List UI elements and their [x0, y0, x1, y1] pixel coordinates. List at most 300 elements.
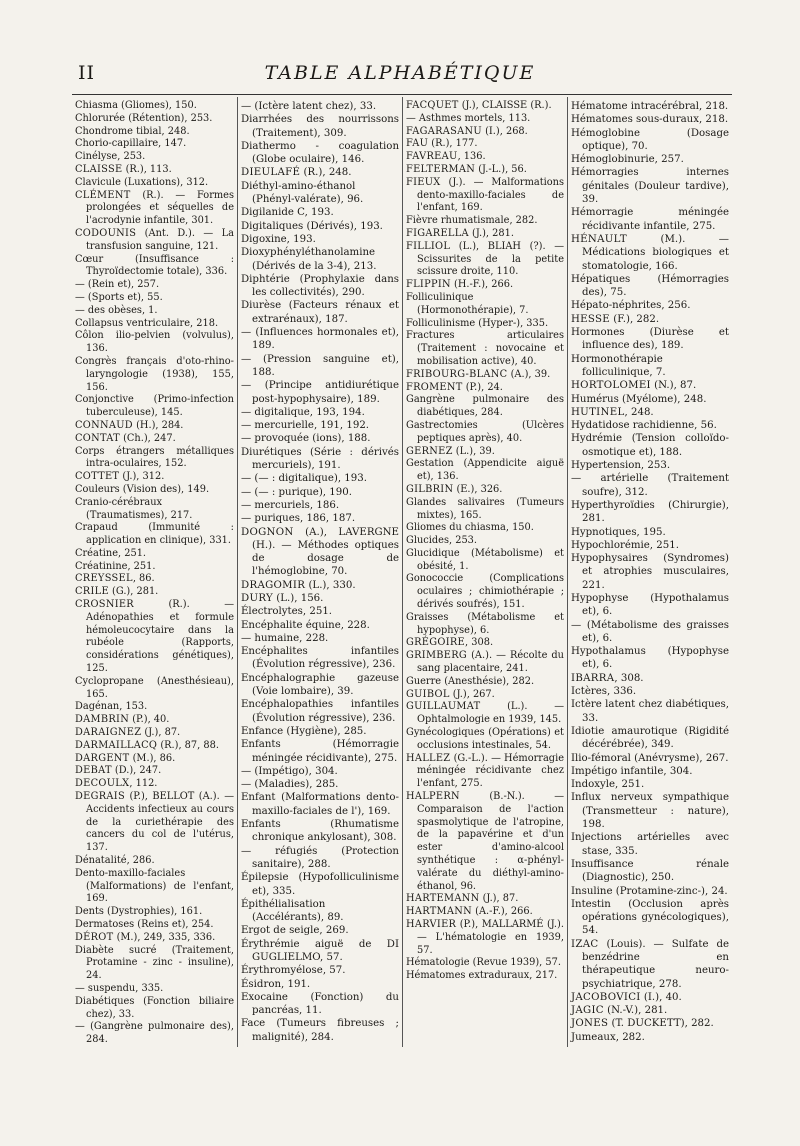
index-entry — [75, 484, 234, 497]
author-name: DARAIGNEZ — [75, 727, 142, 739]
index-entry — [241, 180, 399, 207]
index-entry — [406, 573, 564, 611]
author-name: HÉNAULT — [571, 233, 628, 245]
index-column-4 — [567, 97, 732, 1047]
index-entry — [75, 330, 234, 356]
entry-text: Chorio-capillaire, 147. — [75, 138, 187, 150]
entry-text: (A.), LAVERGNE (H.). — Méthodes optiques de dosage de l'hémoglobine, 70. — [252, 526, 399, 578]
entry-text: Cinélyse, 253. — [75, 151, 146, 163]
entry-text: (L.), BLIAH (?). — Scissurites de la petite scissure droite, 110. — [417, 240, 564, 278]
index-entry — [406, 791, 564, 893]
author-name: GUIBOL — [406, 688, 450, 700]
entry-text: (A.), 39. — [507, 368, 551, 380]
entry-text: (M.), 86. — [129, 752, 176, 764]
index-entry — [406, 151, 564, 164]
entry-text: Gastrectomies (Ulcères peptiques après), 40. — [406, 419, 564, 444]
index-entry — [241, 605, 399, 618]
index-entry — [75, 522, 234, 548]
entry-text: (I.), 40. — [640, 991, 682, 1003]
index-entry — [406, 279, 564, 292]
author-name: DARMAILLACQ — [75, 739, 158, 751]
entry-text: Hypochlorémie, 251. — [571, 539, 679, 551]
index-entry — [241, 273, 399, 300]
entry-text: Hématologie (Revue 1939), 57. — [406, 957, 561, 969]
entry-text: (F.), 282. — [610, 313, 660, 325]
index-entry — [241, 233, 399, 246]
index-entry — [241, 765, 399, 778]
index-entry — [75, 714, 234, 727]
entry-text: — (— : purique), 190. — [241, 486, 352, 498]
author-name: CROSNIER — [75, 599, 134, 611]
index-entry — [75, 791, 234, 855]
entry-text: Glucidique (Métabolisme) et obésité, 1. — [406, 547, 564, 572]
entry-text: Diphtérie (Prophylaxie dans les collectivités), 290. — [241, 273, 399, 299]
index-entry — [241, 299, 399, 326]
entry-text: Diarrhées des nourrissons (Traitement), 309. — [241, 114, 399, 139]
entry-text: Dénatalité, 286. — [75, 855, 155, 867]
index-entry — [241, 432, 399, 445]
entry-text: — digitalique, 193, 194. — [241, 406, 365, 418]
index-entry — [75, 1021, 234, 1047]
entry-text: — humaine, 228. — [241, 632, 329, 644]
entry-text: Conjonctive (Primo-infection tuberculeuse), 145. — [75, 394, 234, 419]
index-entry — [75, 740, 234, 753]
entry-text: Hémoglobinurie, 257. — [571, 154, 684, 166]
index-entry — [241, 579, 399, 592]
author-name: FIGARELLA — [406, 227, 469, 239]
author-name: DECOULX — [75, 778, 130, 790]
index-entry — [75, 164, 234, 177]
entry-text: (L.), 330. — [305, 579, 356, 591]
author-name: DARGENT — [75, 752, 130, 764]
entry-text: (J.-L.), 56. — [475, 163, 527, 175]
entry-text: (Ch.), 247. — [119, 432, 176, 444]
index-entry — [571, 672, 729, 685]
entry-text: Diabète sucré (Traitement, Protamine - zinc - insuline), 24. — [75, 944, 234, 982]
entry-text: (R.), 87, 88. — [157, 739, 219, 751]
entry-text: Influx nerveux sympathique (Transmetteur : nature), 198. — [571, 792, 729, 831]
entry-text: (I.), 268. — [482, 125, 528, 137]
entry-text: Hépato-néphrites, 256. — [571, 300, 691, 312]
author-name: HORTOLOMEI — [571, 380, 651, 392]
index-entry — [75, 394, 234, 420]
entry-text: Hémoglobine (Dosage optique), 70. — [571, 127, 729, 152]
index-entry — [75, 318, 234, 331]
index-entry — [75, 996, 234, 1022]
index-entry — [241, 166, 399, 179]
entry-text: (N.-V.), 281. — [603, 1005, 668, 1017]
index-entry — [241, 499, 399, 512]
author-name: CONTAT — [75, 432, 120, 444]
index-entry — [241, 526, 399, 579]
entry-text: Encéphalite équine, 228. — [241, 619, 370, 631]
entry-text: Graisses (Métabolisme et hypophyse), 6. — [406, 611, 564, 636]
author-name: FAVREAU — [406, 151, 458, 163]
page-header — [70, 62, 730, 94]
index-entry — [406, 100, 564, 113]
entry-text: Électrolytes, 251. — [241, 606, 333, 618]
index-entry — [571, 552, 729, 592]
index-entry — [241, 1017, 399, 1044]
index-entry — [571, 938, 729, 991]
author-name: GRÉGOIRE — [406, 637, 466, 649]
author-name: FAU — [406, 138, 429, 150]
index-entry — [571, 406, 729, 419]
entry-text: Corps étrangers métalliques intra-oculaires, 152. — [75, 445, 234, 470]
entry-text: Diurétiques (Série : dérivés mercuriels), 191. — [241, 446, 399, 472]
entry-text: , 136. — [457, 151, 486, 163]
index-entry — [571, 127, 729, 154]
entry-text: Encéphalites infantiles (Évolution régressive), 236. — [241, 646, 399, 671]
entry-text: (L.). — Ophtalmologie en 1939, 145. — [417, 701, 564, 726]
author-name: FELTERMAN — [406, 163, 476, 175]
index-entry — [571, 313, 729, 326]
index-entry — [75, 292, 234, 305]
index-entry — [75, 983, 234, 996]
entry-text: Érythrémie aiguë de DI GUGLIELMO, 57. — [241, 938, 399, 963]
entry-text: — (Rein et), 257. — [75, 279, 160, 291]
author-name: FLIPPIN — [406, 279, 451, 291]
author-name: GERNEZ — [406, 445, 453, 457]
index-column-3 — [402, 97, 567, 1047]
entry-text: Enfants (Rhumatisme chronique ankylosant), 308. — [241, 819, 399, 844]
index-entry — [75, 765, 234, 778]
index-entry — [241, 778, 399, 791]
index-entry — [571, 1031, 729, 1044]
author-name: FILLIOL — [406, 240, 451, 252]
index-entry — [75, 228, 234, 254]
index-entry — [75, 753, 234, 766]
entry-text: — Asthmes mortels, 113. — [406, 112, 531, 124]
author-name: DRAGOMIR — [241, 579, 306, 591]
index-entry — [241, 898, 399, 925]
entry-text: Intestin (Occlusion après opérations gynécologiques), 54. — [571, 898, 729, 937]
author-name: HARTEMANN — [406, 893, 480, 905]
entry-text: Insuline (Protamine-zinc-), 24. — [571, 885, 728, 897]
index-entry — [241, 206, 399, 219]
entry-text: Chondrome tibial, 248. — [75, 125, 190, 137]
index-entry — [241, 619, 399, 632]
entry-text: , 86. — [132, 573, 155, 585]
index-entry — [75, 586, 234, 599]
index-entry — [406, 753, 564, 791]
index-entry — [571, 885, 729, 898]
entry-text: Hydatidose rachidienne, 56. — [571, 420, 717, 432]
entry-text: Érythromyélose, 57. — [241, 965, 346, 977]
entry-text: Créatine, 251. — [75, 547, 147, 559]
author-name: DEBAT — [75, 765, 112, 777]
index-entry — [241, 845, 399, 872]
entry-text: Épithélialisation (Accélérants), 89. — [241, 898, 344, 924]
index-column-1 — [72, 97, 237, 1047]
entry-text: — artérielle (Traitement soufre), 312. — [571, 473, 729, 498]
author-name: JONES — [571, 1018, 609, 1030]
index-entry — [75, 676, 234, 702]
entry-text: Cranio-cérébraux (Traumatismes), 217. — [75, 496, 193, 521]
index-entry — [571, 539, 729, 552]
index-entry — [406, 727, 564, 753]
entry-text: (E.), 326. — [453, 483, 503, 495]
index-entry — [571, 472, 729, 499]
index-entry — [571, 898, 729, 938]
entry-text: Couleurs (Vision des), 149. — [75, 483, 210, 495]
index-entry — [75, 548, 234, 561]
index-entry — [571, 991, 729, 1004]
index-entry — [406, 893, 564, 906]
index-entry — [406, 113, 564, 126]
author-name: CLAISSE — [75, 163, 123, 175]
entry-text: , 248. — [624, 406, 654, 418]
entry-text: Dents (Dystrophies), 161. — [75, 906, 203, 918]
author-name: HALLEZ — [406, 752, 451, 764]
author-name: FRIBOURG-BLANC — [406, 368, 508, 380]
index-entry — [406, 522, 564, 535]
index-entry — [75, 420, 234, 433]
index-entry — [241, 818, 399, 845]
index-entry — [241, 220, 399, 233]
entry-text: Digitaliques (Dérivés), 193. — [241, 220, 383, 232]
entry-text: Glucides, 253. — [406, 535, 478, 547]
entry-text: (G.), 281. — [108, 586, 159, 598]
index-entry — [406, 676, 564, 689]
index-entry — [241, 113, 399, 140]
index-entry — [406, 484, 564, 497]
entry-text: — (Influences hormonales et), 189. — [241, 327, 399, 352]
entry-text: Hypophysaires (Syndromes) et atrophies musculaires, 221. — [571, 553, 729, 591]
entry-text: Impétigo infantile, 304. — [571, 765, 693, 777]
index-entry — [241, 964, 399, 977]
author-name: DAMBRIN — [75, 714, 130, 726]
entry-text: (J.), CLAISSE (R.). — [458, 100, 552, 111]
entry-text: Chlorurée (Rétention), 253. — [75, 112, 213, 124]
entry-text: — (Pression sanguine et), 188. — [241, 353, 399, 378]
entry-text: — (Principe antidiurétique post-hypophysaire), 189. — [241, 380, 399, 405]
entry-text: Ilio-fémoral (Anévrysme), 267. — [571, 752, 729, 764]
index-entry — [571, 233, 729, 273]
index-entry — [406, 177, 564, 215]
index-entry — [571, 459, 729, 472]
entry-text: Face (Tumeurs fibreuses ; malignité), 284. — [241, 1018, 399, 1043]
index-entry — [406, 497, 564, 523]
index-entry — [241, 645, 399, 672]
entry-text: — mercuriels, 186. — [241, 499, 340, 511]
index-entry — [571, 166, 729, 206]
entry-text: Cyclopropane (Anesthésieau), 165. — [75, 675, 234, 700]
index-entry — [406, 330, 564, 368]
entry-text: Enfants (Hémorragie méningée récidivante), 275. — [241, 739, 399, 764]
index-entry — [241, 512, 399, 525]
index-entry — [241, 871, 399, 898]
index-entry — [571, 432, 729, 459]
index-entry — [406, 394, 564, 420]
index-entry — [406, 612, 564, 638]
entry-text: (P.), 24. — [462, 381, 503, 393]
index-entry — [571, 379, 729, 392]
index-column-2 — [237, 97, 402, 1047]
entry-text: Hémorragie méningée récidivante infantile, 275. — [571, 207, 729, 232]
entry-text: (J.), 312. — [119, 471, 165, 483]
index-entry — [75, 254, 234, 280]
entry-text: Glandes salivaires (Tumeurs mixtes), 165. — [406, 496, 564, 521]
entry-text: Folliculinique (Hormonothérapie), 7. — [406, 291, 529, 316]
entry-text: Digoxine, 193. — [241, 233, 316, 245]
entry-text: Cœur (Insuffisance : Thyroïdectomie totale), 336. — [75, 253, 234, 278]
entry-text: — (Gangrène pulmonaire des), 284. — [75, 1021, 234, 1046]
author-name: HARTMANN — [406, 906, 473, 918]
index-entry — [406, 689, 564, 702]
author-name: FIEUX — [406, 176, 441, 188]
entry-text: Créatinine, 251. — [75, 560, 156, 572]
entry-text: Hypnotiques, 195. — [571, 526, 666, 538]
entry-text: Digilanide C, 193. — [241, 207, 334, 219]
index-entry — [571, 1004, 729, 1017]
index-entry — [571, 273, 729, 300]
index-entry — [241, 326, 399, 353]
index-entry — [75, 151, 234, 164]
entry-text: Hématomes extraduraux, 217. — [406, 970, 558, 982]
index-entry — [75, 727, 234, 740]
author-name: IBARRA — [571, 672, 615, 684]
index-entry — [571, 685, 729, 698]
index-entry — [571, 1017, 729, 1030]
entry-text: Crapaud (Immunité : application en clinique), 331. — [75, 522, 234, 547]
entry-text: — (Sports et), 55. — [75, 291, 163, 303]
index-entry — [241, 140, 399, 167]
entry-text: — (Métabolisme des graisses et), 6. — [571, 619, 729, 644]
author-name: CODOUNIS — [75, 227, 137, 239]
entry-text: — puriques, 186, 187. — [241, 513, 356, 525]
entry-text: Chiasma (Gliomes), 150. — [75, 100, 197, 111]
entry-text: Hémorragies internes génitales (Douleur tardive), 39. — [571, 167, 729, 206]
author-name: HALPERN — [406, 791, 460, 803]
entry-text: (J.). — Malformations dento-maxillo-faciales de l'enfant, 169. — [417, 176, 564, 214]
index-entry — [75, 433, 234, 446]
index-entry — [571, 206, 729, 233]
index-entry — [571, 100, 729, 113]
entry-text: Humérus (Myélome), 248. — [571, 393, 707, 405]
entry-text: Hormones (Diurèse et influence des), 189. — [571, 327, 729, 352]
entry-text: Dermatoses (Reins et), 254. — [75, 919, 214, 930]
index-entry — [75, 778, 234, 791]
index-entry — [406, 919, 564, 957]
entry-text: Gynécologiques (Opérations) et occlusions intestinales, 54. — [406, 727, 564, 751]
index-entry — [241, 100, 399, 113]
index-entry — [571, 791, 729, 831]
index-entry — [75, 100, 234, 113]
index-entry — [406, 446, 564, 459]
index-entry — [75, 599, 234, 676]
entry-text: Dioxyphényléthanolamine (Dérivés de la 3-4), 213. — [241, 247, 377, 272]
index-entry — [571, 499, 729, 526]
entry-text: Hypophyse (Hypothalamus et), 6. — [571, 592, 729, 618]
index-entry — [571, 619, 729, 646]
entry-text: (R.). — Formes prolongées et séquelles de l'acrodynie infantile, 301. — [86, 189, 234, 227]
entry-text: Hyperthyroïdies (Chirurgie), 281. — [571, 499, 729, 525]
index-entry — [75, 945, 234, 983]
index-entry — [406, 637, 564, 650]
entry-text: (R.), 177. — [428, 138, 478, 150]
entry-text: — suspendu, 335. — [75, 982, 164, 994]
entry-text: Fièvre rhumatismale, 282. — [406, 215, 538, 227]
entry-text: (P.), 40. — [129, 714, 170, 726]
author-name: DÉROT — [75, 931, 114, 943]
entry-text: (T. DUCKETT), 282. — [608, 1018, 714, 1030]
index-entry — [241, 725, 399, 738]
index-entry — [75, 855, 234, 868]
entry-text: (J.), 267. — [449, 688, 495, 700]
entry-text: (A.-F.), 266. — [472, 906, 533, 918]
index-entry — [241, 672, 399, 699]
running-head: TABLE ALPHABÉTIQUE — [264, 62, 536, 84]
index-entry — [75, 906, 234, 919]
entry-text: (P.), MALLARMÉ (J.). — L'hématologie en 1939, 57. — [417, 919, 564, 956]
index-entry — [406, 650, 564, 676]
author-name: JACOBOVICI — [571, 991, 641, 1003]
entry-text: Enfant (Malformations dento-maxillo-faciales de l'), 169. — [241, 792, 399, 817]
index-entry — [571, 353, 729, 380]
author-name: CREYSSEL — [75, 573, 133, 585]
entry-text: — (— : digitalique), 193. — [241, 473, 367, 485]
entry-text: Hypothalamus (Hypophyse et), 6. — [571, 646, 729, 671]
author-name: DEGRAIS — [75, 791, 125, 803]
entry-text: Hématomes sous-duraux, 218. — [571, 114, 729, 126]
author-name: DURY — [241, 592, 274, 604]
entry-text: (Ant. D.). — La transfusion sanguine, 121. — [86, 227, 234, 252]
entry-text: Diabétiques (Fonction biliaire chez), 33. — [75, 995, 234, 1020]
index-entry — [75, 177, 234, 190]
entry-text: (M.), 249, 335, 336. — [113, 931, 216, 943]
entry-text: Ictère latent chez diabétiques, 33. — [571, 699, 729, 724]
index-entry — [75, 113, 234, 126]
index-entry — [406, 458, 564, 484]
index-entry — [571, 725, 729, 752]
index-entry — [571, 778, 729, 791]
entry-text: Collapsus ventriculaire, 218. — [75, 317, 219, 329]
index-entry — [241, 924, 399, 937]
entry-text: (J.), 87. — [479, 893, 519, 905]
author-name: FACQUET — [406, 100, 459, 111]
entry-text: Gliomes du chiasma, 150. — [406, 522, 534, 534]
entry-text: (H.-F.), 266. — [450, 279, 514, 291]
entry-text: Idiotie amaurotique (Rigidité décérébrée), 349. — [571, 725, 729, 751]
entry-text: (Louis). — Sulfate de benzédrine en thérapeutique neuro-psychiatrique, 278. — [582, 938, 729, 990]
index-entry — [406, 420, 564, 446]
index-entry — [241, 791, 399, 818]
entry-text: — réfugiés (Protection sanitaire), 288. — [241, 845, 399, 870]
index-entry — [75, 138, 234, 151]
author-name: HUTINEL — [571, 406, 625, 418]
entry-text: — des obèses, 1. — [75, 304, 158, 316]
entry-text: Hypertension, 253. — [571, 460, 671, 472]
entry-text: Ergot de seigle, 269. — [241, 925, 349, 937]
index-entry — [406, 228, 564, 241]
index-entry — [571, 326, 729, 353]
index-entry — [571, 153, 729, 166]
index-entry — [241, 353, 399, 380]
page-number: II — [78, 62, 96, 84]
index-entry — [571, 858, 729, 885]
index-entry — [406, 241, 564, 279]
index-entry — [75, 868, 234, 906]
entry-text: (P.), BELLOT (A.). — Accidents infectieux au cours de la curiethérapie des cancers du col de l'utérus, 137. — [86, 791, 234, 854]
entry-text: Fractures articulaires (Traitement : novocaine et mobilisation active), 40. — [406, 330, 564, 367]
index-entry — [75, 190, 234, 228]
index-entry — [571, 765, 729, 778]
index-entry — [406, 548, 564, 574]
header-rule — [72, 94, 732, 95]
entry-text: , 112. — [129, 778, 158, 790]
index-entry — [75, 919, 234, 932]
